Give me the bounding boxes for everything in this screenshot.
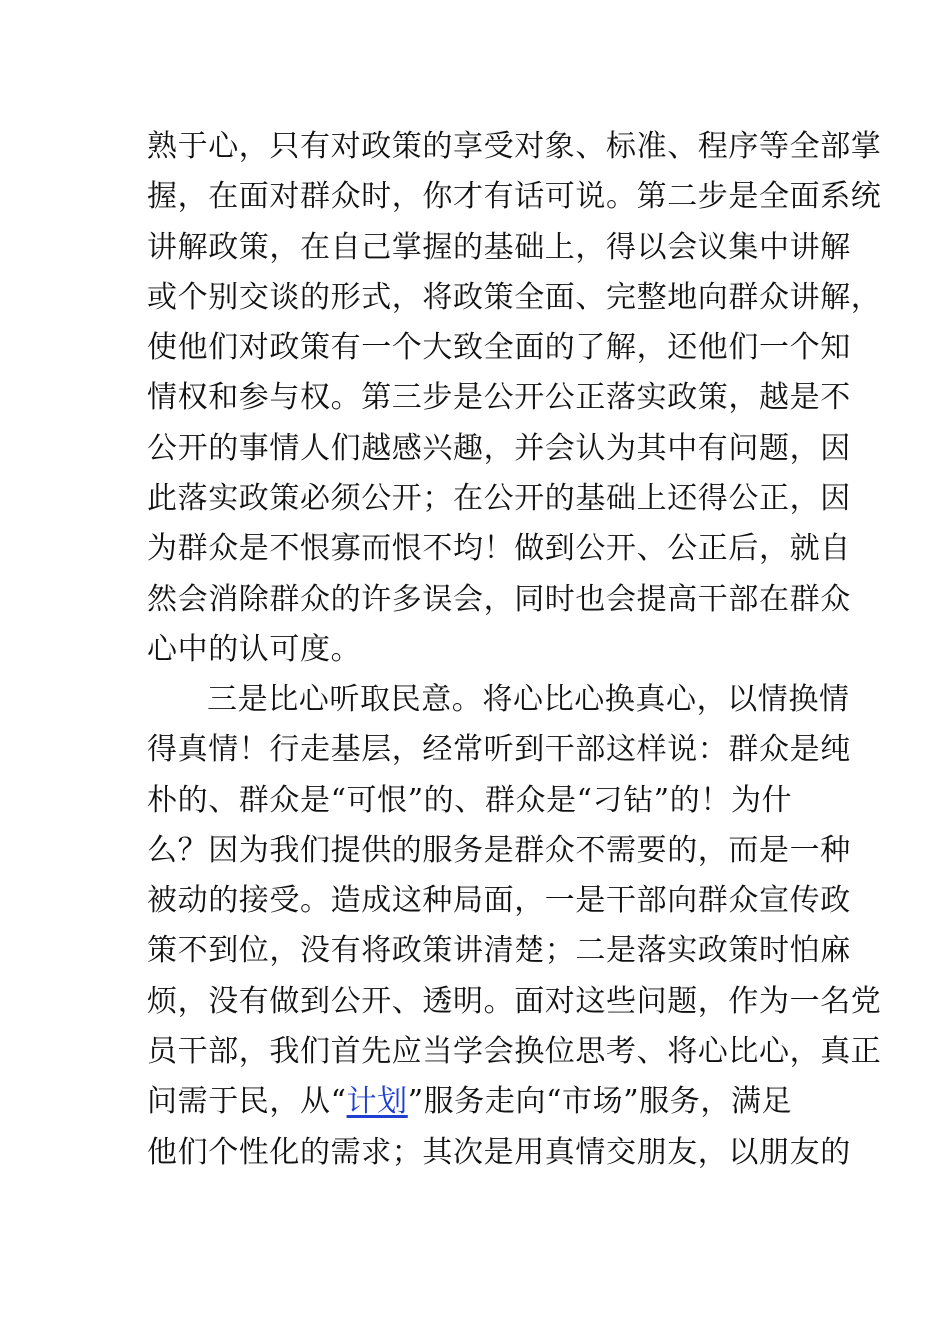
text-line: 策不到位，没有将政策讲清楚；二是落实政策时怕麻 [147, 933, 851, 969]
text-line: 使他们对政策有一个大致全面的了解，还他们一个知 [147, 330, 851, 366]
text-line: 握，在面对群众时，你才有话可说。第二步是全面系统 [147, 179, 882, 215]
text-line-with-link [147, 1077, 807, 1127]
text-line: 此落实政策必须公开；在公开的基础上还得公正，因 [147, 481, 851, 517]
paragraph-public-opinion [147, 675, 882, 1178]
paragraph-policy-steps [147, 122, 882, 675]
text-line: 或个别交谈的形式，将政策全面、完整地向群众讲解， [147, 279, 882, 315]
plan-link[interactable]: 计划 [346, 1084, 408, 1120]
text-line: 熟于心，只有对政策的享受对象、标准、程序等全部掌 [147, 129, 882, 164]
text-line: 朴的、群众是“可恨”的、群众是“刁钻”的！为什 [147, 782, 793, 818]
text-line: 烦，没有做到公开、透明。面对这些问题，作为一名党 [147, 983, 882, 1019]
text-line: 被动的接受。造成这种局面，一是干部向群众宣传政 [147, 883, 851, 919]
text-line-indented: 三是比心听取民意。将心比心换真心，以情换情 [207, 682, 850, 717]
text-line: 么？因为我们提供的服务是群众不需要的，而是一种 [147, 832, 851, 868]
text-line: 为群众是不恨寡而恨不均！做到公开、公正后，就自 [147, 531, 851, 567]
text-line: 员干部，我们首先应当学会换位思考、将心比心，真正 [147, 1034, 882, 1070]
text-line: 公开的事情人们越感兴趣，并会认为其中有问题，因 [147, 430, 851, 466]
text-line: 心中的认可度。 [147, 631, 362, 667]
text-line: 他们个性化的需求；其次是用真情交朋友，以朋友的 [147, 1134, 851, 1170]
text-line: 得真情！行走基层，经常听到干部这样说：群众是纯 [147, 732, 851, 768]
text-line: 然会消除群众的许多误会，同时也会提高干部在群众 [147, 581, 851, 617]
text-line: 情权和参与权。第三步是公开公正落实政策，越是不 [147, 380, 851, 416]
text-line: 讲解政策，在自己掌握的基础上，得以会议集中讲解 [147, 229, 851, 265]
link-line-after: ”服务走向“市场”服务，满足 [407, 1084, 793, 1120]
link-line-before: 问需于民，从“ [147, 1084, 347, 1120]
